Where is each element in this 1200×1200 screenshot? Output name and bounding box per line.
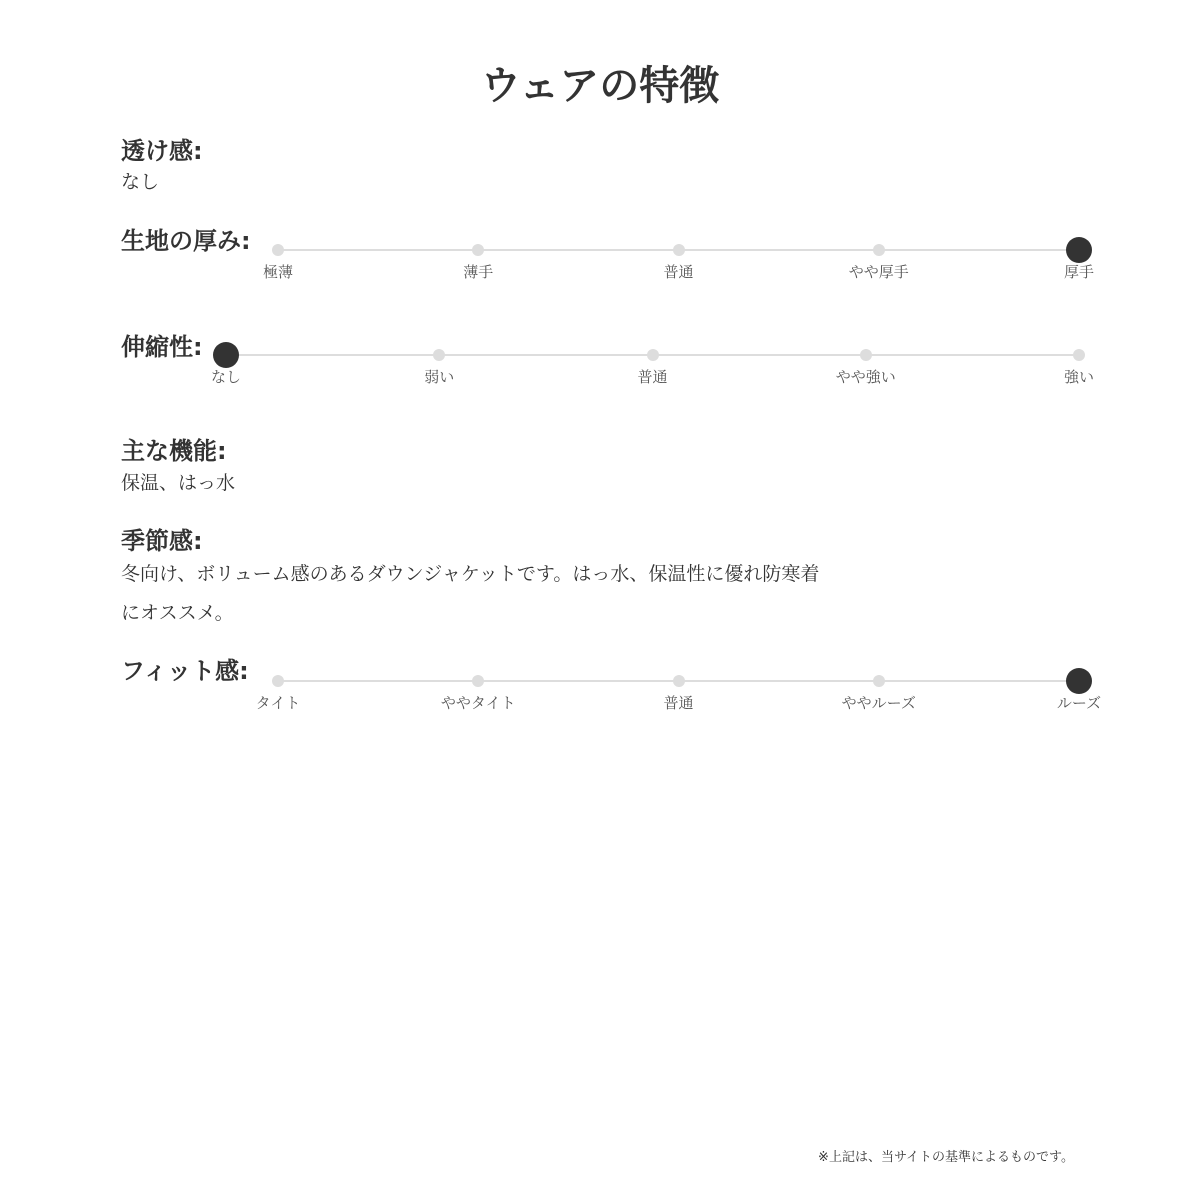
functions-label: 主な機能:	[121, 437, 227, 465]
stretch-scale-option-label: 強い	[1063, 368, 1095, 386]
transparency-label: 透け感:	[121, 137, 203, 165]
fit-scale-dot	[873, 675, 885, 687]
stretch-scale-dot	[433, 349, 445, 361]
thickness-scale-dot	[272, 244, 284, 256]
thickness-scale-option-label: やや厚手	[848, 263, 909, 281]
thickness-scale-dot-selected	[1066, 237, 1092, 263]
stretch-label: 伸縮性:	[121, 333, 203, 361]
stretch-scale	[0, 325, 1200, 385]
season-label: 季節感:	[121, 527, 203, 555]
fit-scale-option-label: 普通	[663, 694, 694, 712]
fit-scale-dot	[472, 675, 484, 687]
fit-scale-option-label: ややタイト	[440, 694, 516, 712]
stretch-scale-option-label: やや強い	[835, 368, 896, 386]
stretch-scale-dot	[860, 349, 872, 361]
functions-value: 保温、はっ水	[121, 472, 236, 494]
thickness-scale-dot	[472, 244, 484, 256]
stretch-scale-dot-selected	[213, 342, 239, 368]
fit-scale-dot	[673, 675, 685, 687]
fit-scale-option-label: ルーズ	[1056, 694, 1102, 712]
thickness-scale-option-label: 厚手	[1063, 263, 1095, 281]
footnote: ※上記は、当サイトの基準によるものです。	[818, 1150, 1074, 1165]
thickness-scale	[0, 220, 1200, 280]
thickness-scale-option-label: 極薄	[262, 263, 294, 281]
thickness-scale-dot	[673, 244, 685, 256]
thickness-label: 生地の厚み:	[121, 227, 251, 255]
thickness-scale-option-label: 普通	[663, 263, 694, 281]
thickness-scale-option-label: 薄手	[463, 263, 494, 281]
season-text-line2: にオススメ。	[121, 602, 234, 624]
stretch-scale-option-label: 弱い	[424, 368, 455, 386]
transparency-value: なし	[121, 171, 160, 193]
stretch-scale-option-label: なし	[210, 368, 242, 386]
stretch-scale-dot	[1073, 349, 1085, 361]
fit-label: フィット感:	[121, 657, 249, 685]
stretch-scale-dot	[647, 349, 659, 361]
fit-scale-dot	[272, 675, 284, 687]
fit-scale-option-label: タイト	[255, 694, 301, 712]
fit-scale-dot-selected	[1066, 668, 1092, 694]
fit-scale-option-label: ややルーズ	[841, 694, 916, 712]
stretch-scale-option-label: 普通	[637, 368, 668, 386]
fit-scale	[0, 651, 1200, 711]
season-text-line1: 冬向け、ボリューム感のあるダウンジャケットです。はっ水、保温性に優れ防寒着	[121, 563, 820, 585]
page-title: ウェアの特徴	[480, 63, 720, 109]
thickness-scale-dot	[873, 244, 885, 256]
